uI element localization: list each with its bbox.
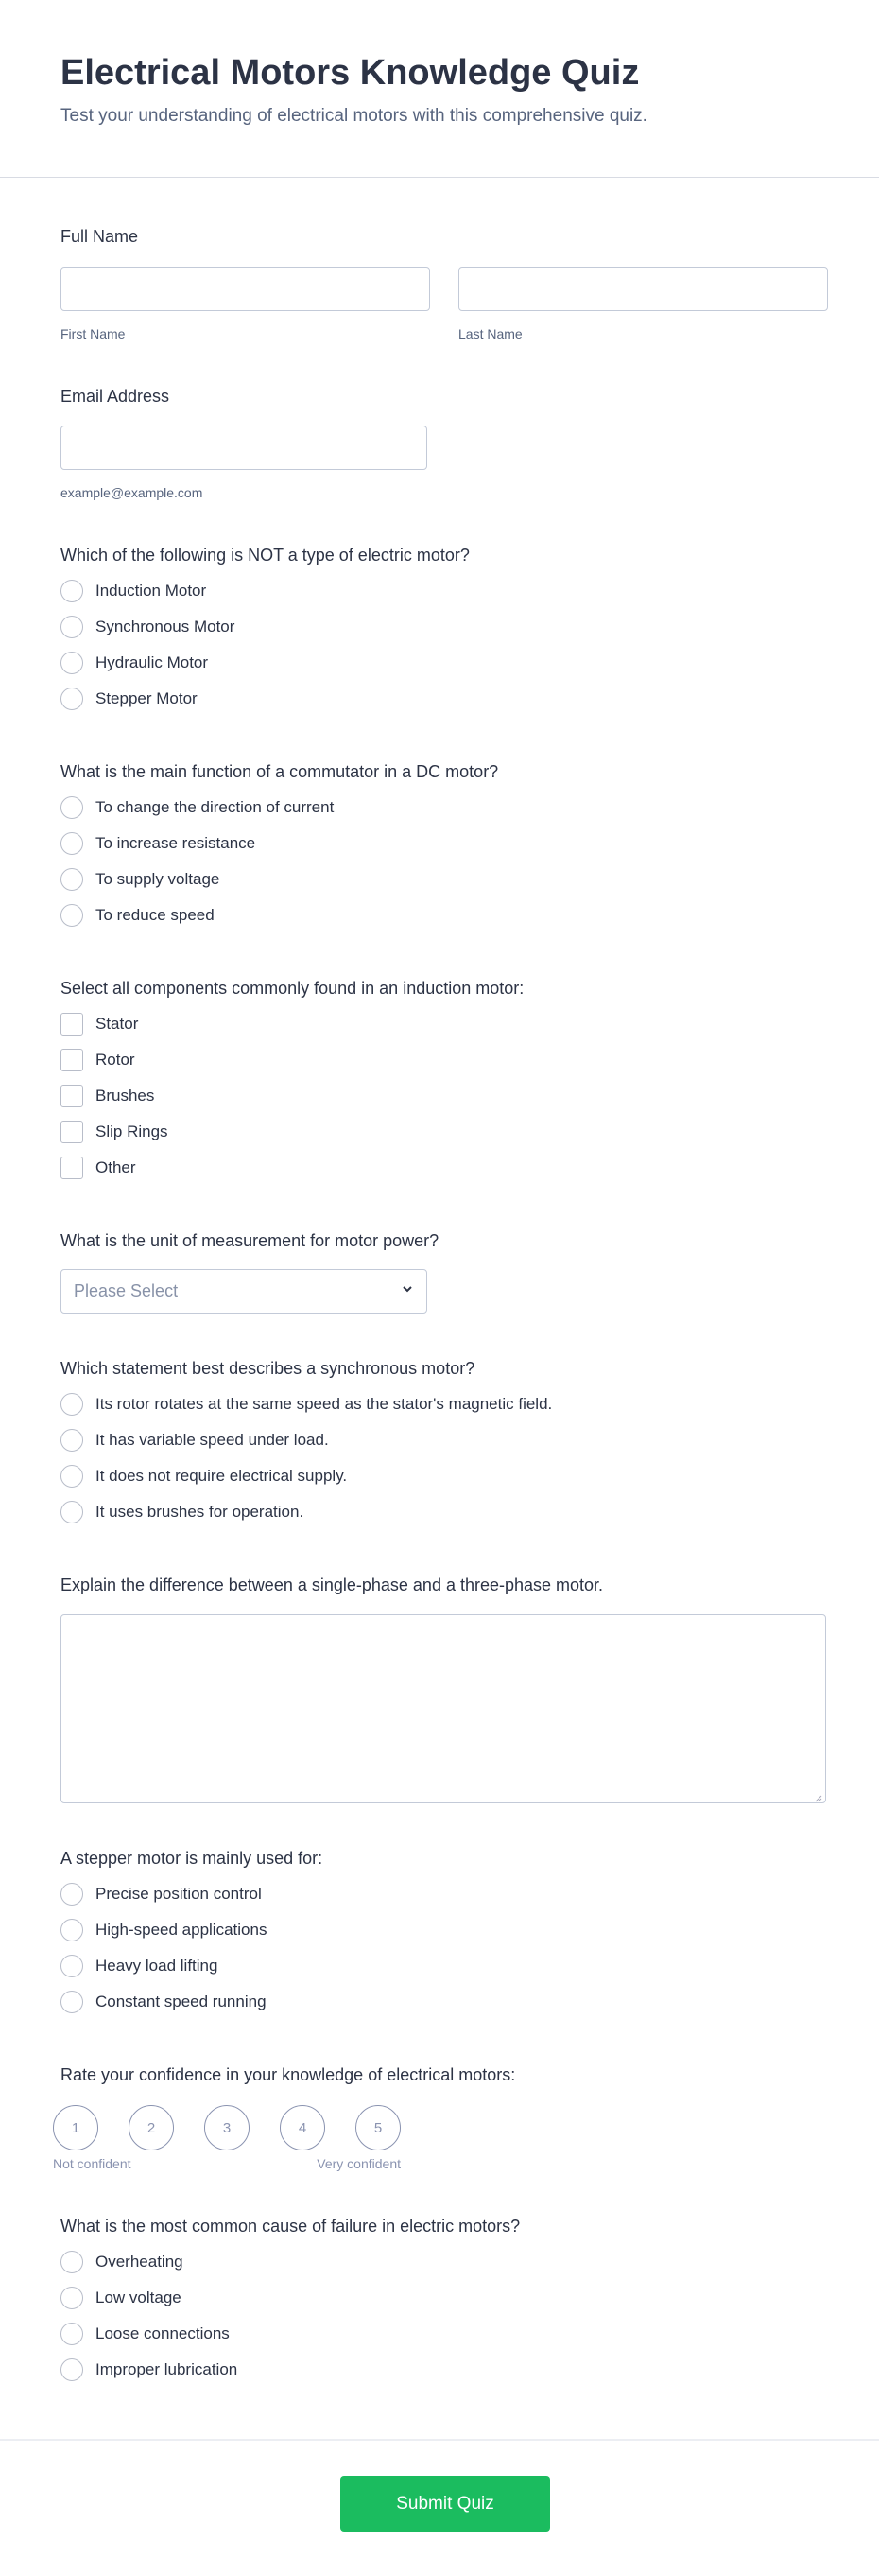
rating-option[interactable]: 5 [355, 2105, 401, 2150]
radio-option[interactable] [60, 862, 826, 897]
checkbox[interactable] [60, 1049, 83, 1071]
option-label: It uses brushes for operation. [95, 1503, 304, 1521]
radio-button[interactable] [60, 1393, 83, 1416]
form-header [0, 0, 879, 178]
resize-handle-icon[interactable] [813, 1790, 822, 1800]
full-name-field [60, 225, 826, 341]
question-2 [60, 760, 826, 933]
option-label: Stator [95, 1015, 139, 1033]
question-3 [60, 977, 826, 1186]
radio-button[interactable] [60, 904, 83, 927]
radio-button[interactable] [60, 688, 83, 710]
radio-button[interactable] [60, 1883, 83, 1906]
option-label: Heavy load lifting [95, 1957, 218, 1975]
rating-min-label: Not confident [53, 2156, 131, 2171]
radio-group [60, 1876, 826, 2020]
option-label: To increase resistance [95, 834, 256, 852]
page-subtitle: Test your understanding of electrical motors with this comprehensive quiz. [60, 106, 647, 126]
question-1 [60, 544, 826, 717]
question-9 [60, 2215, 826, 2388]
question-label: Explain the difference between a single-phase and a three-phase motor. [60, 1575, 604, 1594]
full-name-label: Full Name [60, 227, 139, 246]
radio-option[interactable] [60, 790, 826, 826]
radio-button[interactable] [60, 2323, 83, 2345]
radio-option[interactable] [60, 1912, 826, 1948]
rating-option[interactable]: 1 [53, 2105, 98, 2150]
question-label: What is the main function of a commutator in a DC motor? [60, 762, 499, 781]
radio-button[interactable] [60, 1501, 83, 1523]
radio-option[interactable] [60, 1458, 826, 1494]
email-field [60, 385, 826, 500]
chevron-down-icon [400, 1281, 415, 1301]
rating-scale-labels [53, 2156, 401, 2171]
quiz-form [0, 178, 879, 2388]
checkbox[interactable] [60, 1085, 83, 1107]
option-label: Other [95, 1158, 136, 1176]
radio-option[interactable] [60, 2352, 826, 2388]
email-label: Email Address [60, 387, 170, 406]
radio-button[interactable] [60, 868, 83, 891]
page-title: Electrical Motors Knowledge Quiz [60, 53, 640, 93]
question-label: What is the unit of measurement for motor power? [60, 1231, 440, 1250]
option-label: Loose connections [95, 2324, 230, 2342]
last-name-sublabel: Last Name [458, 326, 523, 341]
checkbox-option[interactable] [60, 1078, 826, 1114]
radio-option[interactable] [60, 1876, 826, 1912]
question-8 [53, 2063, 826, 2171]
question-4 [60, 1229, 826, 1314]
option-label: Precise position control [95, 1885, 262, 1903]
radio-option[interactable] [60, 1386, 826, 1422]
option-label: Improper lubrication [95, 2360, 238, 2378]
radio-option[interactable] [60, 2280, 826, 2316]
radio-option[interactable] [60, 1984, 826, 2020]
radio-button[interactable] [60, 2287, 83, 2309]
email-input[interactable] [60, 426, 427, 470]
question-label: What is the most common cause of failure in electric motors? [60, 2217, 521, 2236]
radio-group [60, 573, 826, 717]
option-label: Brushes [95, 1087, 155, 1105]
rating-option[interactable]: 2 [129, 2105, 174, 2150]
radio-option[interactable] [60, 573, 826, 609]
question-5 [60, 1357, 826, 1530]
option-label: Its rotor rotates at the same speed as the stator's magnetic field. [95, 1395, 553, 1413]
radio-option[interactable] [60, 1494, 826, 1530]
email-sublabel: example@example.com [60, 485, 203, 500]
checkbox-option[interactable] [60, 1042, 826, 1078]
rating-option[interactable]: 4 [280, 2105, 325, 2150]
unit-select-dropdown[interactable] [60, 1269, 427, 1314]
radio-button[interactable] [60, 580, 83, 602]
radio-option[interactable] [60, 826, 826, 862]
option-label: Induction Motor [95, 582, 207, 600]
checkbox-group [60, 1006, 826, 1186]
radio-group [60, 1386, 826, 1530]
radio-group [60, 2244, 826, 2388]
rating-scale [53, 2105, 826, 2150]
option-label: High-speed applications [95, 1921, 267, 1939]
radio-option[interactable] [60, 681, 826, 717]
rating-option[interactable]: 3 [204, 2105, 250, 2150]
radio-option[interactable] [60, 2244, 826, 2280]
option-label: It has variable speed under load. [95, 1431, 329, 1449]
question-6 [60, 1574, 826, 1803]
question-label: Which statement best describes a synchronous motor? [60, 1359, 475, 1378]
submit-quiz-button[interactable]: Submit Quiz [340, 2476, 550, 2532]
radio-button[interactable] [60, 1991, 83, 2013]
radio-option[interactable] [60, 645, 826, 681]
radio-button[interactable] [60, 2251, 83, 2273]
form-footer [0, 2439, 879, 2576]
first-name-input[interactable] [60, 267, 430, 311]
option-label: Slip Rings [95, 1123, 168, 1140]
checkbox-option[interactable] [60, 1006, 826, 1042]
radio-option[interactable] [60, 1948, 826, 1984]
select-placeholder: Please Select [74, 1281, 179, 1300]
option-label: Stepper Motor [95, 689, 198, 707]
option-label: Overheating [95, 2253, 183, 2271]
rating-max-label: Very confident [317, 2156, 401, 2171]
radio-button[interactable] [60, 1955, 83, 1977]
radio-button[interactable] [60, 1429, 83, 1452]
last-name-input[interactable] [458, 267, 828, 311]
question-7 [60, 1847, 826, 2020]
checkbox-option[interactable] [60, 1114, 826, 1150]
checkbox[interactable] [60, 1121, 83, 1143]
radio-button[interactable] [60, 2358, 83, 2381]
answer-textarea[interactable] [60, 1614, 826, 1803]
radio-option[interactable] [60, 897, 826, 933]
radio-option[interactable] [60, 2316, 826, 2352]
radio-button[interactable] [60, 1919, 83, 1941]
radio-option[interactable] [60, 609, 826, 645]
option-label: Synchronous Motor [95, 618, 235, 635]
checkbox[interactable] [60, 1013, 83, 1036]
first-name-sublabel: First Name [60, 326, 126, 341]
radio-button[interactable] [60, 832, 83, 855]
question-label: Rate your confidence in your knowledge of electrical motors: [60, 2065, 516, 2084]
option-label: Constant speed running [95, 1993, 267, 2010]
radio-option[interactable] [60, 1422, 826, 1458]
radio-group [60, 790, 826, 933]
radio-button[interactable] [60, 796, 83, 819]
radio-button[interactable] [60, 652, 83, 674]
option-label: To reduce speed [95, 906, 215, 924]
option-label: To supply voltage [95, 870, 220, 888]
option-label: To change the direction of current [95, 798, 335, 816]
option-label: Low voltage [95, 2289, 181, 2306]
question-label: Select all components commonly found in an induction motor: [60, 979, 525, 998]
option-label: Hydraulic Motor [95, 653, 209, 671]
checkbox[interactable] [60, 1157, 83, 1179]
checkbox-option[interactable] [60, 1150, 826, 1186]
radio-button[interactable] [60, 616, 83, 638]
question-label: Which of the following is NOT a type of electric motor? [60, 546, 470, 565]
option-label: Rotor [95, 1051, 135, 1069]
option-label: It does not require electrical supply. [95, 1467, 348, 1485]
question-label: A stepper motor is mainly used for: [60, 1849, 323, 1868]
radio-button[interactable] [60, 1465, 83, 1488]
